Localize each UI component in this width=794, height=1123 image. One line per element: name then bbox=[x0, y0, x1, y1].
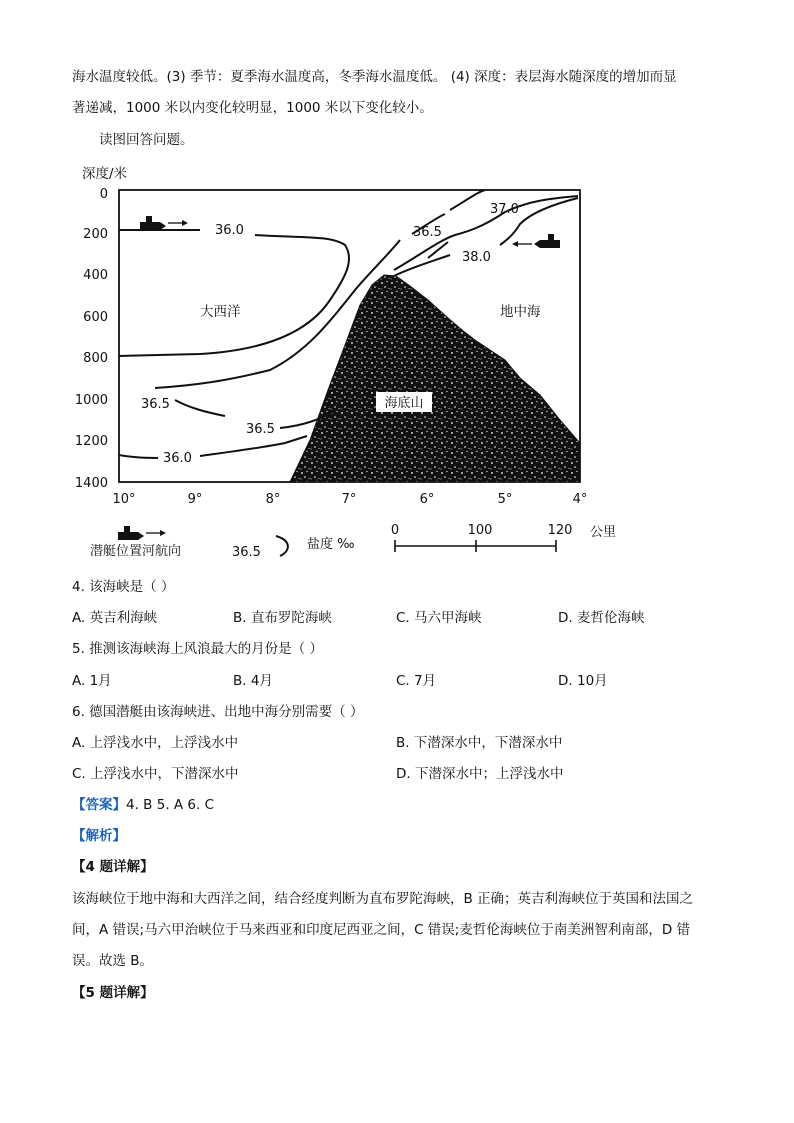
x-tick: 5° bbox=[497, 492, 513, 507]
detail4-line-1: 该海峡位于地中海和大西洋之间，结合经度判断为直布罗陀海峡，B 正确；英吉利海峡位于英国和法国之 bbox=[72, 891, 694, 907]
q6-option-a: A. 上浮浅水中，上浮浅水中 bbox=[72, 735, 239, 751]
scale-label-0: 0 bbox=[390, 523, 400, 538]
y-tick: 1000 bbox=[74, 393, 108, 408]
isohaline-label: 36.5 bbox=[141, 397, 170, 412]
scale-label-100: 100 bbox=[467, 523, 493, 538]
q5-option-d: D. 10月 bbox=[558, 673, 608, 689]
q4-option-d: D. 麦哲伦海峡 bbox=[558, 610, 645, 626]
intro-prompt: 读图回答问题。 bbox=[99, 132, 194, 148]
isohaline-label: 37.0 bbox=[490, 202, 519, 217]
legend-salinity-label: 盐度 ‰ bbox=[307, 537, 355, 552]
answer-line bbox=[72, 796, 214, 814]
q5-option-b: B. 4月 bbox=[233, 673, 273, 689]
intro-line-1: 海水温度较低。(3) 季节：夏季海水温度高，冬季海水温度低。 (4) 深度：表层海水随深度的增加而显 bbox=[72, 69, 677, 85]
q5-option-a: A. 1月 bbox=[72, 673, 112, 689]
answer-label: 【答案】 bbox=[72, 797, 126, 813]
x-tick: 6° bbox=[419, 492, 435, 507]
legend-submarine-label: 潜艇位置河航向 bbox=[90, 544, 182, 559]
q4-option-b: B. 直布罗陀海峡 bbox=[233, 610, 332, 626]
y-tick: 1400 bbox=[74, 476, 108, 491]
med-label: 地中海 bbox=[500, 304, 541, 320]
submarine-icon bbox=[512, 234, 560, 248]
q4-option-a: A. 英吉利海峡 bbox=[72, 610, 158, 626]
isohaline-label: 36.0 bbox=[215, 223, 244, 238]
analysis-label: 【解析】 bbox=[72, 828, 126, 844]
isohaline-label: 36.5 bbox=[246, 422, 275, 437]
scale-label-120: 120 bbox=[547, 523, 573, 538]
y-tick: 1200 bbox=[74, 434, 108, 449]
legend-submarine-icon bbox=[118, 526, 166, 540]
y-tick: 600 bbox=[83, 310, 108, 325]
x-tick: 4° bbox=[572, 492, 588, 507]
q5-stem: 5. 推测该海峡海上风浪最大的月份是（ ） bbox=[72, 641, 323, 657]
q6-option-c: C. 上浮浅水中，下潜深水中 bbox=[72, 766, 239, 782]
intro-line-2: 著递减，1000 米以内变化较明显，1000 米以下变化较小。 bbox=[72, 100, 433, 116]
x-tick: 8° bbox=[265, 492, 281, 507]
q4-option-c: C. 马六甲海峡 bbox=[396, 610, 482, 626]
detail4-title: 【4 题详解】 bbox=[72, 859, 154, 875]
detail4-line-2: 间，A 错误;马六甲治峡位于马来西亚和印度尼西亚之间，C 错误;麦哲伦海峡位于南美洲智利南部，D 错 bbox=[72, 922, 691, 938]
x-tick: 10° bbox=[112, 492, 136, 507]
y-tick: 800 bbox=[83, 351, 108, 366]
isohaline-36-0-lower bbox=[119, 436, 307, 458]
answer-values: 4. B 5. A 6. C bbox=[126, 797, 215, 813]
q6-stem: 6. 德国潜艇由该海峡进、出地中海分别需要（ ） bbox=[72, 704, 364, 720]
detail4-line-3: 误。故选 B。 bbox=[72, 953, 154, 969]
x-tick: 7° bbox=[341, 492, 357, 507]
isohaline-label: 36.0 bbox=[163, 451, 192, 466]
submarine-icon bbox=[140, 216, 188, 230]
y-tick: 400 bbox=[83, 268, 108, 283]
y-tick: 0 bbox=[99, 187, 108, 202]
y-axis-title: 深度/米 bbox=[82, 166, 128, 182]
scale-unit: 公里 bbox=[590, 525, 617, 540]
isohaline-label: 36.5 bbox=[413, 225, 442, 240]
atlantic-label: 大西洋 bbox=[200, 304, 241, 320]
q6-option-d: D. 下潜深水中；上浮浅水中 bbox=[396, 766, 564, 782]
q6-option-b: B. 下潜深水中，下潜深水中 bbox=[396, 735, 563, 751]
isohaline-label: 38.0 bbox=[462, 250, 491, 265]
scale-bar bbox=[395, 540, 556, 552]
y-tick: 200 bbox=[83, 227, 108, 242]
legend-isohaline-line bbox=[276, 536, 288, 556]
legend-isohaline-value: 36.5 bbox=[232, 545, 261, 560]
q4-stem: 4. 该海峡是（ ） bbox=[72, 579, 175, 595]
q5-option-c: C. 7月 bbox=[396, 673, 437, 689]
detail5-title: 【5 题详解】 bbox=[72, 985, 154, 1001]
seamount-label: 海底山 bbox=[384, 396, 424, 411]
x-tick: 9° bbox=[187, 492, 203, 507]
